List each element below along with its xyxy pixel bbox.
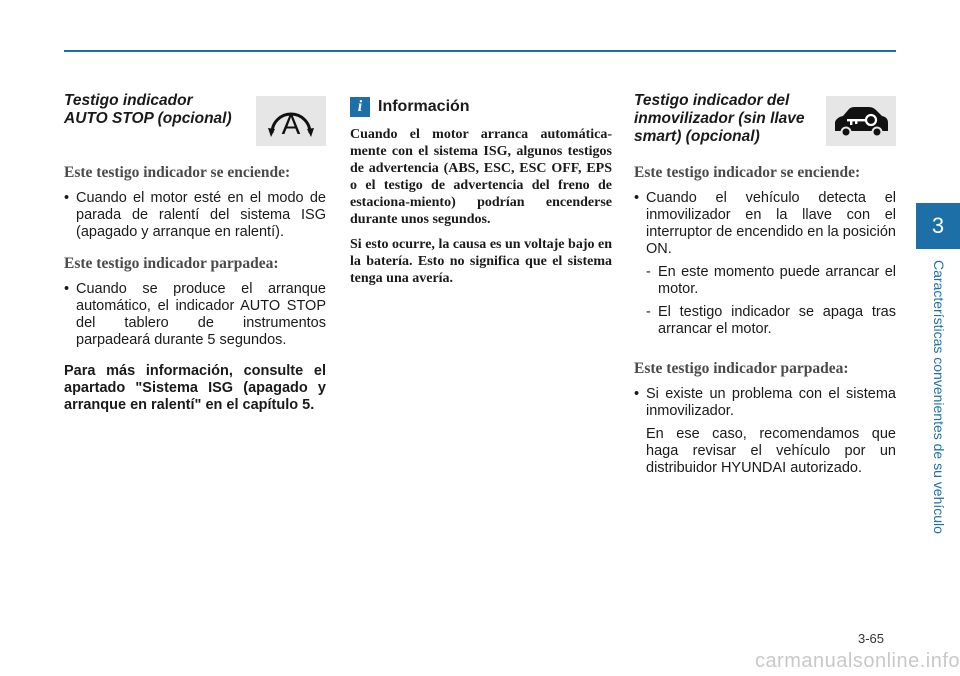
info-icon: i <box>350 97 370 117</box>
auto-stop-blink-heading: Este testigo indicador parpadea: <box>64 255 279 272</box>
top-rule <box>64 50 896 52</box>
immobilizer-header <box>634 92 896 150</box>
auto-stop-section <box>64 92 326 414</box>
page-number: 3-65 <box>858 631 885 646</box>
watermark: carmanualsonline.info <box>754 650 960 672</box>
info-title: Información <box>378 98 470 115</box>
immobilizer-blink-followup: En ese caso, recomendamos que haga revisar el vehículo por un distribuidor HYUNDAI autorizado. <box>646 426 896 476</box>
immobilizer-title: Testigo indicador del inmovilizador (sin llave smart) (opcional) <box>634 92 805 145</box>
list-item: • Cuando se produce el arranque automático, el indicador AUTO STOP del tablero de instrumentos parpadeará durante 5 segundos. <box>64 281 326 349</box>
list-item: - En este momento puede arrancar el motor. <box>646 264 896 298</box>
immobilizer-car-key-icon <box>826 96 896 146</box>
immobilizer-on-heading: Este testigo indicador se enciende: <box>634 164 861 181</box>
list-item: • Si existe un problema con el sistema inmovilizador. En ese caso, recomendamos que haga revisar el vehículo por un distribuidor HYUNDAI autorizado. <box>634 386 896 477</box>
list-item: • Cuando el vehículo detecta el inmovilizador en la llave con el interruptor de encendido en la posición ON. - En este momento puede arrancar el motor. - El testigo indicador se apaga tras arrancar el motor. <box>634 190 896 338</box>
info-paragraph: Si esto ocurre, la causa es un voltaje bajo en la batería. Esto no significa que el sistema tenga una avería. <box>350 237 612 286</box>
auto-stop-title: Testigo indicador AUTO STOP (opcional) <box>64 92 232 127</box>
immobilizer-blink-heading: Este testigo indicador parpadea: <box>634 360 849 377</box>
list-item: • Cuando el motor esté en el modo de parada de ralentí del sistema ISG (apagado y arranque en ralentí). <box>64 190 326 241</box>
info-box <box>350 92 612 295</box>
auto-stop-header <box>64 92 326 150</box>
chapter-tab: 3 <box>916 203 960 249</box>
auto-stop-icon <box>256 96 326 146</box>
immobilizer-blink-list <box>634 386 896 477</box>
immobilizer-section <box>634 92 896 483</box>
auto-stop-blink-list <box>64 281 326 349</box>
info-header <box>350 96 612 118</box>
auto-stop-on-list <box>64 190 326 241</box>
list-item: - El testigo indicador se apaga tras arrancar el motor. <box>646 304 896 338</box>
svg-text:A: A <box>281 109 301 140</box>
immobilizer-on-list <box>634 190 896 338</box>
auto-stop-note: Para más información, consulte el apartado "Sistema ISG (apagado y arranque en ralentí" en el capítulo 5. <box>64 363 326 413</box>
info-paragraph: Cuando el motor arranca automática-mente con el sistema ISG, algunos testigos de advertencia (ABS, ESC, ESC OFF, EPS o el testigo de advertencia del freno de estaciona-miento) podrían encenderse durante unos segundos. <box>350 127 612 227</box>
auto-stop-on-heading: Este testigo indicador se enciende: <box>64 164 291 181</box>
immobilizer-on-sublist <box>646 264 896 338</box>
